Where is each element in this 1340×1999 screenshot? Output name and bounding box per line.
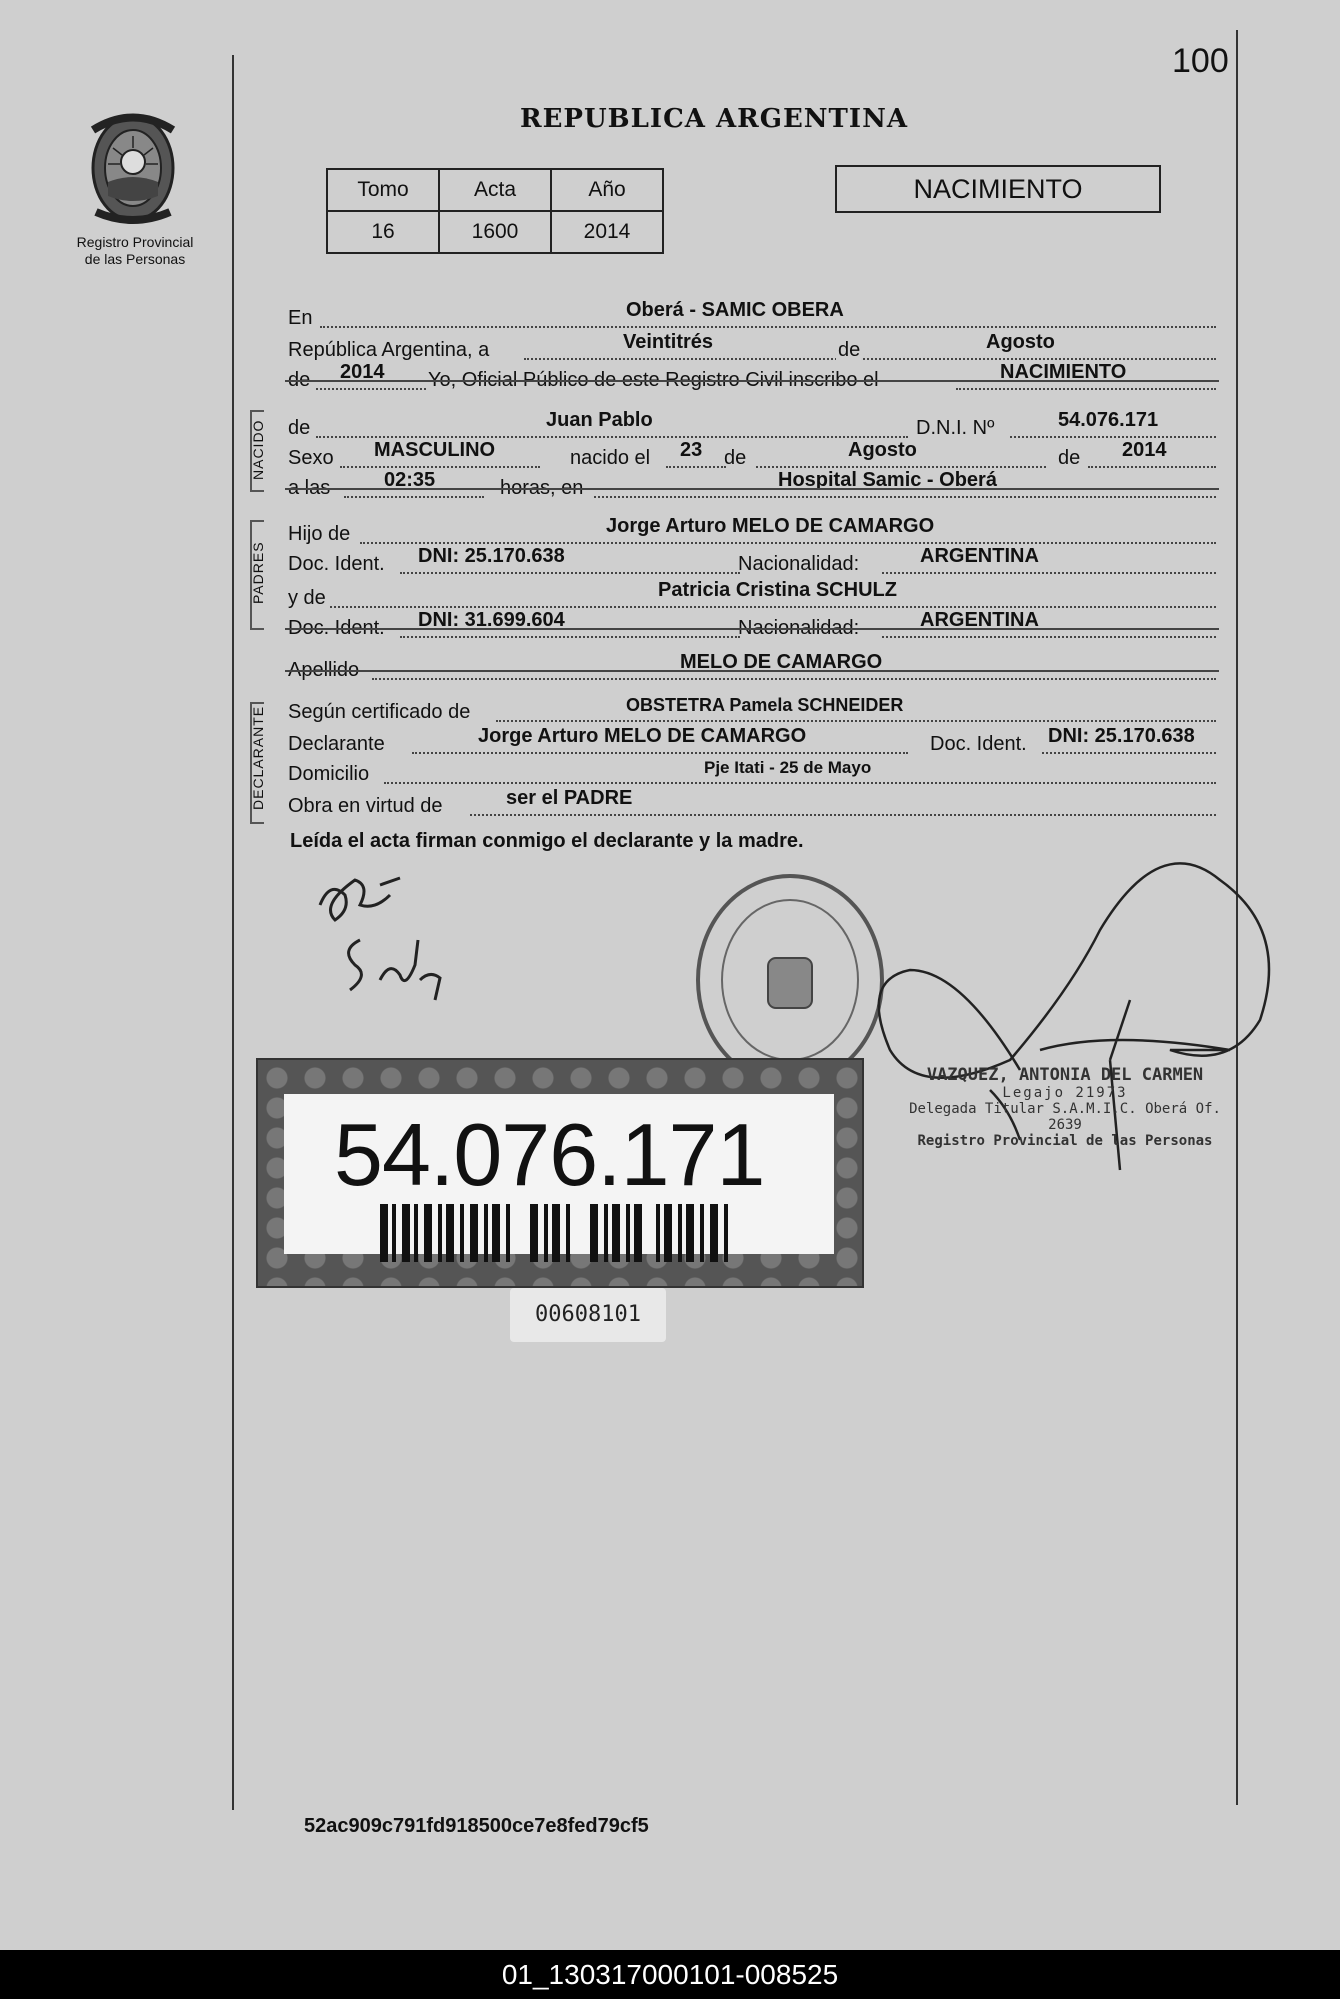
value-place: Oberá - SAMIC OBERA [626,299,844,321]
document-hash: 52ac909c791fd918500ce7e8fed79cf5 [304,1815,649,1837]
row-address [288,758,1216,786]
label-de: de [838,339,861,361]
value-birth-place: Hospital Samic - Oberá [778,469,997,491]
label-sexo: Sexo [288,447,334,469]
official-legajo: Legajo 21973 [1002,1085,1128,1101]
row-surname [288,651,1216,682]
label-declarante: Declarante [288,733,385,755]
label-apellido: Apellido [288,659,360,681]
value-ano: 2014 [551,211,663,253]
label-obra: Obra en virtud de [288,795,443,817]
page-number: 100 [1172,42,1229,80]
row-certificate [288,696,1216,724]
row-capacity [288,787,1216,818]
side-label-nacido: NACIDO [250,419,266,480]
label-nacido-el: nacido el [570,447,651,469]
official-name: VAZQUEZ, ANTONIA DEL CARMEN [926,1065,1204,1085]
official-stamp [905,1065,1225,1149]
label-doc-father: Doc. Ident. [288,553,385,575]
label-doc-declarant: Doc. Ident. [930,733,1027,755]
dni-sticker [256,1058,864,1288]
left-margin-line [232,55,234,1810]
value-capacity: ser el PADRE [506,787,633,809]
value-year: 2014 [340,361,385,383]
label-domicilio: Domicilio [288,763,370,785]
label-de-birth-year: de [1058,447,1081,469]
mother-signature [330,920,490,1020]
row-father [288,515,1216,546]
registry-label-line2: de las Personas [84,251,186,267]
value-declarant-doc: DNI: 25.170.638 [1048,725,1195,747]
label-inscribo: Yo, Oficial Público de este Registro Civil inscribo el [428,369,879,391]
value-father-nat: ARGENTINA [920,545,1039,567]
value-address: Pje Itati - 25 de Mayo [704,758,872,777]
act-type-box: NACIMIENTO [835,165,1161,213]
header-acta: Acta [439,169,551,211]
registry-seal-icon [690,870,890,1090]
official-role: Delegada Titular S.A.M.I.C. Oberá Of. 2639 [909,1101,1221,1133]
label-nacionalidad-mother: Nacionalidad: [738,617,860,639]
value-act-word: NACIMIENTO [1000,361,1127,383]
value-dni: 54.076.171 [1058,409,1159,431]
header-tomo: Tomo [327,169,439,211]
value-birth-month: Agosto [848,439,917,461]
value-father: Jorge Arturo MELO DE CAMARGO [606,515,935,537]
header-ano: Año [551,169,663,211]
sticker-number: 54.076.171 [334,1105,765,1204]
value-declarant: Jorge Arturo MELO DE CAMARGO [478,725,807,747]
row-year [288,361,1216,392]
officer-signature [870,850,1300,1220]
registry-label [60,234,210,268]
row-date [288,331,1216,362]
value-name: Juan Pablo [546,409,653,431]
registry-label-line1: Registro Provincial [76,234,194,250]
row-time [288,469,1216,500]
label-republica: República Argentina, a [288,339,490,361]
value-acta: 1600 [439,211,551,253]
row-name [288,409,1216,440]
label-certificado: Según certificado de [288,701,471,723]
label-y-de: y de [288,587,326,609]
row-sex [288,439,1216,470]
value-mother-doc: DNI: 31.699.604 [418,609,565,631]
label-nacionalidad-father: Nacionalidad: [738,553,860,575]
serial-number: 00608101 [510,1288,666,1342]
closing-statement: Leída el acta firman conmigo el declarante y la madre. [290,830,804,852]
value-month: Agosto [986,331,1055,353]
value-certificate: OBSTETRA Pamela SCHNEIDER [626,695,904,715]
document-title: REPUBLICA ARGENTINA [520,104,909,134]
scan-footer-id: 01_130317000101-008525 [0,1950,1340,1999]
label-dni: D.N.I. Nº [916,417,995,439]
label-en: En [288,307,313,329]
label-hijo-de: Hijo de [288,523,351,545]
label-de-name: de [288,417,311,439]
official-registry: Registro Provincial de las Personas [917,1133,1213,1149]
value-tomo: 16 [327,211,439,253]
tomo-acta-table [326,168,664,254]
value-sex: MASCULINO [374,439,496,461]
side-label-padres: PADRES [250,541,266,604]
value-birth-day: 23 [680,439,703,461]
row-declarant [288,725,1216,756]
side-label-declarante: DECLARANTE [250,705,266,810]
value-surname: MELO DE CAMARGO [680,651,883,673]
value-father-doc: DNI: 25.170.638 [418,545,565,567]
barcode-icon [380,1204,740,1262]
label-horas: horas, en [500,477,584,499]
row-father-doc [288,545,1216,576]
label-doc-mother: Doc. Ident. [288,617,385,639]
label-de-year: de [288,369,311,391]
row-place [288,299,1216,330]
row-mother [288,579,1216,610]
row-mother-doc [288,609,1216,640]
value-mother-nat: ARGENTINA [920,609,1039,631]
value-birth-year: 2014 [1122,439,1167,461]
provincial-crest-icon [78,100,188,230]
label-a-las: a las [288,477,331,499]
value-mother: Patricia Cristina SCHULZ [658,579,897,601]
value-day: Veintitrés [623,331,714,353]
label-de-month: de [724,447,747,469]
value-time: 02:35 [384,469,436,491]
